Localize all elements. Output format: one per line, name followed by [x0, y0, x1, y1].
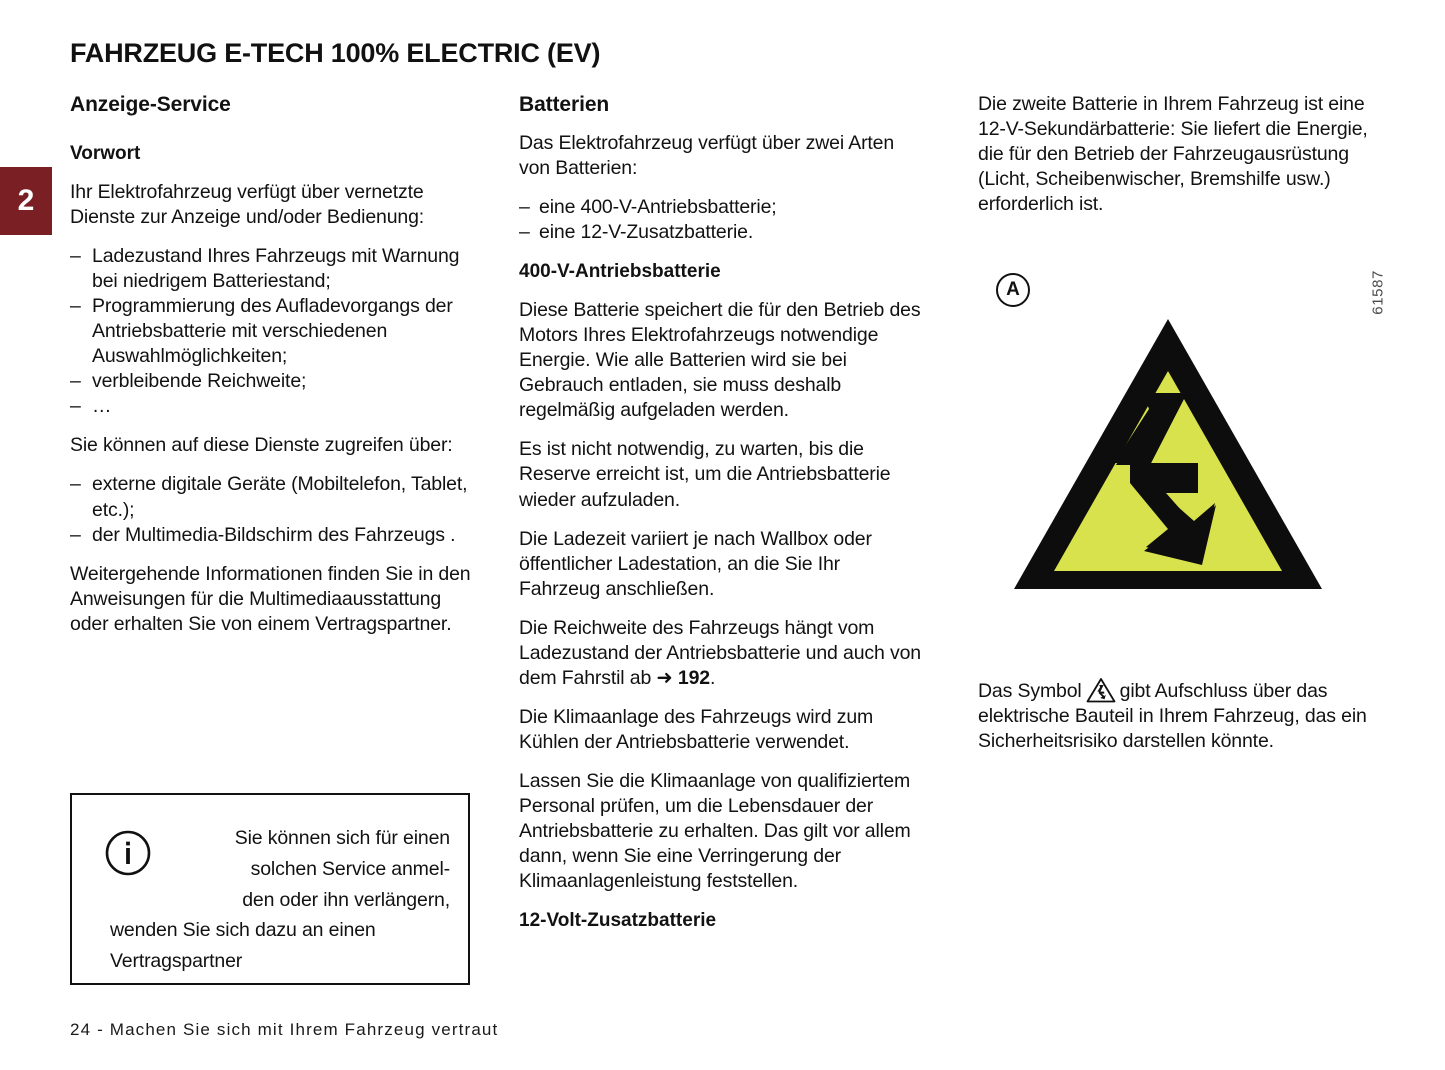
mid-paragraph-7: Lassen Sie die Klimaanlage von qualifiziertem Personal prüfen, um die Lebensdauer der Antriebsbatterie zu erhalten. Das gilt vor allem dann, wenn Sie eine Verringerung der Klimaanlagenleistung feststellen. — [519, 769, 911, 893]
arrow-right-icon: ➜ — [656, 666, 673, 689]
small-high-voltage-triangle-icon — [1086, 677, 1116, 703]
caption-text-pre: Das Symbol — [978, 680, 1082, 702]
list-item: – eine 12-V-Zusatzbatterie. — [519, 220, 923, 245]
chapter-tab: 2 — [0, 167, 52, 235]
left-paragraph-1: Ihr Elektrofahrzeug verfügt über vernetzte Dienste zur Anzeige und/oder Bedienung: — [70, 180, 425, 229]
mid-paragraph-5 — [519, 616, 923, 691]
info-circle-icon — [104, 829, 152, 877]
sub-heading-12volt-zusatzbatterie: 12-Volt-Zusatzbatterie — [519, 910, 717, 932]
left-list-2 — [70, 472, 474, 547]
sub-heading-400v-antriebsbatterie: 400-V-Antriebsbatterie — [519, 261, 721, 283]
left-column — [70, 92, 474, 637]
figure-high-voltage — [978, 268, 1387, 608]
callout-marker-a: A — [996, 273, 1030, 307]
cross-reference-page: 192 — [677, 666, 710, 689]
cross-reference — [656, 667, 710, 689]
figure-caption — [978, 677, 1380, 754]
left-list-1 — [70, 244, 474, 419]
sub-heading-vorwort: Vorwort — [70, 143, 141, 165]
caption-text-post: gibt Aufschluss über das elektrische Bauteil in Ihrem Fahrzeug, das ein Sicherheitsrisiko darstellen könnte. — [978, 680, 1367, 753]
mid-paragraph-4: Die Ladezeit variiert je nach Wallbox oder öffentlicher Ladestation, an die Sie Ihr Fahrzeug anschließen. — [519, 527, 872, 600]
note-line-5: Vertragspartner — [110, 950, 243, 973]
page-footer: 24 - Machen Sie sich mit Ihrem Fahrzeug vertraut — [70, 1020, 499, 1039]
mid-paragraph-2: Diese Batterie speichert die für den Betrieb des Motors Ihres Elektrofahrzeugs notwendige Energie. Wie alle Batterien wird sie bei Gebrauch entladen, sie muss deshalb regelmäßig aufgeladen werden. — [519, 299, 921, 422]
mid-list-1 — [519, 195, 923, 245]
right-column — [978, 92, 1378, 217]
mid-paragraph-5-period: . — [710, 666, 716, 689]
note-line-2: solchen Service anmel- — [250, 857, 450, 880]
section-heading-batterien: Batterien — [519, 93, 610, 116]
note-line-4: wenden Sie sich dazu an einen — [110, 919, 376, 942]
left-paragraph-2: Sie können auf diese Dienste zugreifen über: — [70, 434, 453, 457]
middle-column — [519, 92, 923, 933]
list-item: – … — [70, 394, 474, 419]
info-note-box — [70, 793, 470, 985]
left-paragraph-3: Weitergehende Informationen finden Sie in den Anweisungen für die Multimediaausstattung oder erhalten Sie von einem Vertragspartner. — [70, 562, 471, 635]
section-heading-anzeige-service: Anzeige-Service — [70, 93, 231, 116]
mid-paragraph-5-text: Die Reichweite des Fahrzeugs hängt vom Ladezustand der Antriebsbatterie und auch von dem Fahrstil ab — [519, 616, 921, 689]
mid-paragraph-3: Es ist nicht notwendig, zu warten, bis die Reserve erreicht ist, um die Antriebsbatterie wieder aufzuladen. — [519, 438, 891, 511]
caption-paragraph — [978, 677, 1380, 754]
note-line-3: den oder ihn verlängern, — [242, 888, 450, 911]
high-voltage-warning-triangle-icon — [1010, 315, 1326, 593]
list-item: – externe digitale Geräte (Mobiltelefon, Tablet, etc.); — [70, 472, 474, 522]
note-line-1: Sie können sich für einen — [234, 827, 450, 849]
list-item: – eine 400-V-Antriebsbatterie; — [519, 195, 923, 220]
list-item: – Ladezustand Ihres Fahrzeugs mit Warnung bei niedrigem Batteriestand; — [70, 244, 474, 294]
figure-number: 61587 — [1370, 270, 1387, 315]
right-paragraph-1: Die zweite Batterie in Ihrem Fahrzeug ist eine 12-V-Sekundärbatterie: Sie liefert die Energie, die für den Betrieb der Fahrzeugausrüstung (Licht, Scheibenwischer, Bremshilfe usw.) erforderlich ist. — [978, 93, 1368, 216]
list-item: – der Multimedia-Bildschirm des Fahrzeugs . — [70, 523, 474, 548]
list-item: – verbleibende Reichweite; — [70, 369, 474, 394]
mid-paragraph-6: Die Klimaanlage des Fahrzeugs wird zum Kühlen der Antriebsbatterie verwendet. — [519, 705, 874, 753]
mid-paragraph-1: Das Elektrofahrzeug verfügt über zwei Arten von Batterien: — [519, 132, 895, 180]
page-title: FAHRZEUG E-TECH 100% ELECTRIC (EV) — [70, 38, 601, 68]
list-item: – Programmierung des Aufladevorgangs der Antriebsbatterie mit verschiedenen Auswahlmöglichkeiten; — [70, 294, 474, 369]
